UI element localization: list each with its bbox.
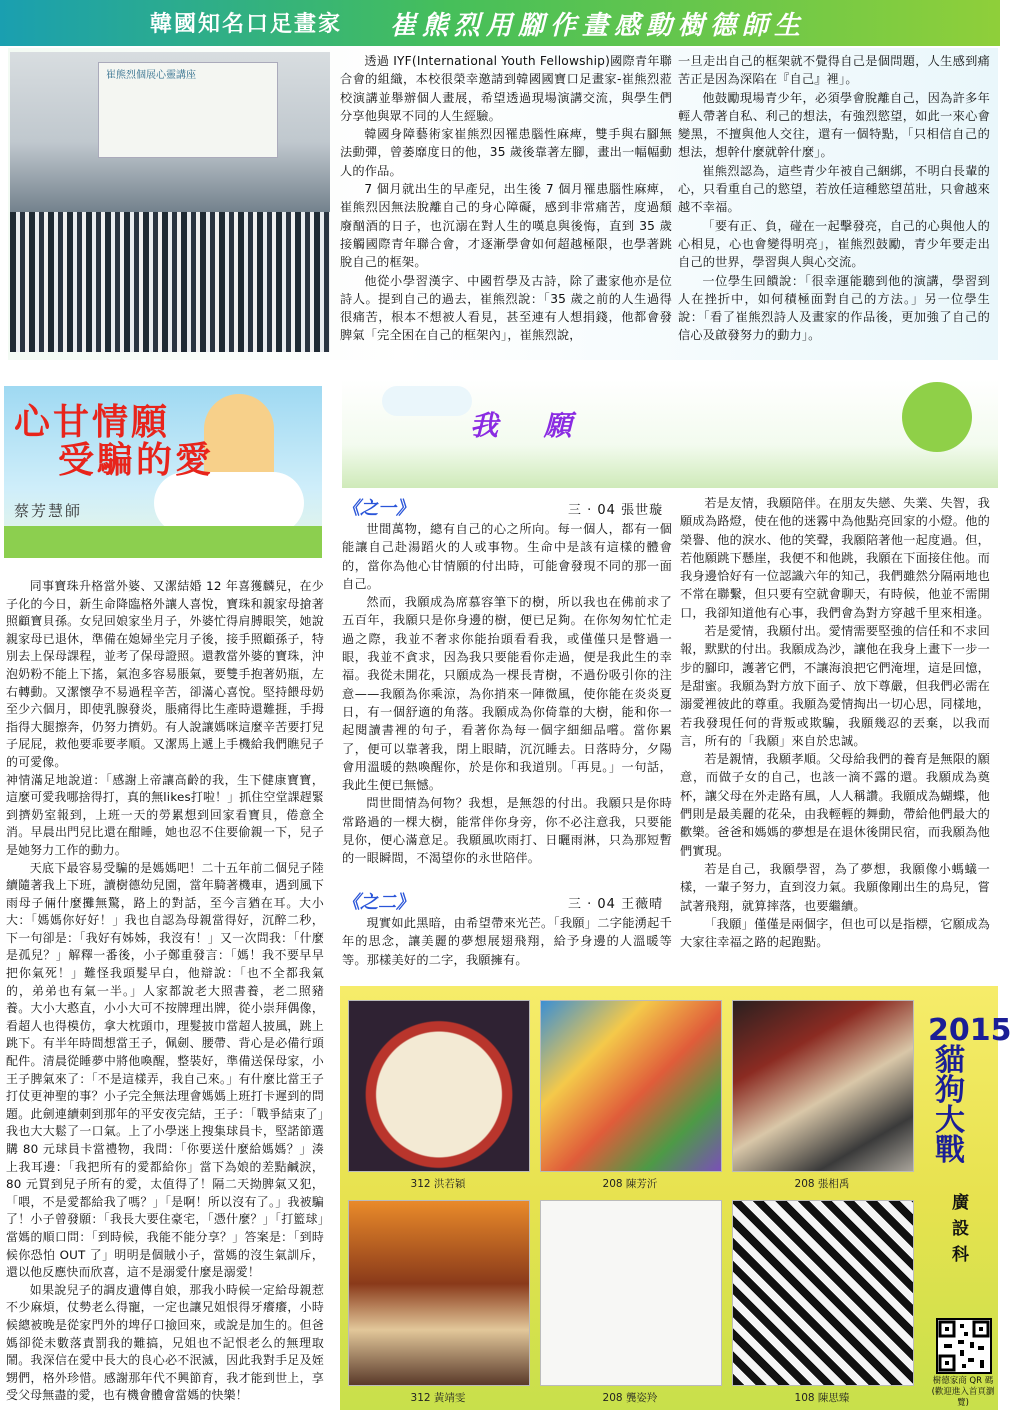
header-title: 崔熊烈用腳作畫感動樹德師生 (390, 11, 807, 41)
audience (10, 212, 330, 352)
gallery-author: 廣設科 (952, 1193, 969, 1265)
artwork-6 (732, 1200, 914, 1386)
love-article-body (6, 578, 324, 1405)
wish-part1-body (342, 520, 672, 868)
girl-illustration (204, 394, 274, 484)
artwork-caption: 208 龔姿羚 (602, 1392, 658, 1404)
artwork-5 (540, 1200, 722, 1386)
paragraph: 問世間情為何物？我想，是無怨的付出。我願只是你時常路過的一棵大樹，能常伴你身旁，你不必注意我，只要能見你，便心滿意足。我願風吹雨打、日曬雨淋，只為那短暫的一眼瞬間，不渴望你的永世陪伴。 (342, 796, 672, 866)
paragraph: 他鼓勵現場青少年，必須學會脫離自己，因為許多年輕人帶著自私、利己的想法，有強烈慾望，如此一來心會變黑，不擅與他人交往，還有一個特點，「只相信自己的想法，想幹什麼就幹什麼」。 (678, 90, 990, 160)
love-title-line2: 受騙的愛 (58, 440, 215, 481)
top-article-col2 (678, 52, 990, 345)
love-title-line1: 心甘情願 (14, 402, 171, 443)
grass (4, 526, 322, 558)
artwork-caption: 312 洪若穎 (410, 1178, 466, 1190)
artwork-1 (348, 1000, 530, 1172)
wish-part2-mark: 《之二》 (342, 892, 414, 913)
paragraph: 一旦走出自己的框架就不覺得自己是個問題，人生感到痛苦正是因為深陷在『自己』裡」。 (678, 54, 990, 87)
paragraph: 韓國身障藝術家崔熊烈因罹患腦性麻痺，雙手與右腳無法動彈，曾萎靡度日的他，35 歲後靠著左腳，畫出一幅幅動人的作品。 (340, 127, 672, 178)
wish-col3-body (680, 494, 990, 951)
cloud-illustration (382, 386, 472, 416)
artwork-caption: 108 陳思臻 (794, 1392, 850, 1404)
photo-banner-text: 崔熊烈個展心靈講座 (106, 70, 196, 81)
wish-part2-author: 三 · 04 王薇晴 (568, 897, 664, 912)
love-author: 蔡芳慧師 (14, 502, 83, 520)
tree-illustration (902, 382, 972, 452)
paragraph: 「我願」僅僅是兩個字，但也可以是指標，它願成為大家往幸福之路的起跑點。 (680, 916, 990, 950)
paragraph: 若是友情，我願陪伴。在朋友失戀、失業、失智，我願成為路燈，使在他的迷霧中為他點亮回家的小燈。他的榮譽、他的淚水、他的笑聲，我願陪著他一起度過。但，若他願跳下懸崖，我便不和他跳，我願在下面接住他。而我身邊恰好有一位認識六年的知己，我們雖然分隔兩地也不常在聯繫，但只要有空就會聊天，有時候，他並不需開口，我卻知道他有心事，我們會為對方穿越千里來相逢。 (680, 496, 990, 620)
paragraph: 然而，我願成為席慕容筆下的樹，所以我也在佛前求了五百年，我願只是你身邊的樹，便已足夠。在你匆匆忙忙走過之際，我並不奢求你能抬頭看看我，或僅僅只是瞥過一眼，我並不貪求，因為我只要能看你走過，便是我此生的幸福。我從未開花，只願成為一棵長青樹，不過份吸引你的注意——我願為你乘涼，為你捎來一陣微風，使你能在炎炎夏日，有一個舒適的角落。我願成為你倚靠的大樹，能和你一起閱讀書裡的句子，看著你為每一個字細細品嚐。當你累了，便可以靠著我，閉上眼睛，沉沉睡去。日落時分，夕陽會用溫暖的熱喚醒你，於是你和我道別。「再見。」一句話，我此生便已無憾。 (342, 595, 672, 793)
artwork-2 (540, 1000, 722, 1172)
paragraph: 「要有正、負，碰在一起擊發亮，自己的心與他人的心相見，心也會變得明亮」，崔熊烈鼓勵，青少年要走出自己的世界，學習與人與心交流。 (678, 218, 990, 270)
lecture-photo (10, 52, 330, 352)
wish-article-header (342, 380, 998, 488)
paragraph: 若是自己，我願學習，為了夢想，我願像小螞蟻一樣，一輩子努力，直到沒力氣。我願像剛出生的鳥兒，嘗試著飛翔，就算摔落，也要繼續。 (680, 861, 990, 913)
paragraph: 天底下最容易受騙的是媽媽吧！二十五年前二個兒子陸續隨著我上下班，讀樹德幼兒園，當年騎著機車，遇到風下雨母子倆什麼攤無驚，路上的對話，至今言猶在耳。大小大：「媽媽你好好！」我也自認為母親當得好，沉醉二秒，下一句卻是：「我好有姊姊，我沒有！」又一次問我：「什麼是孤兒？」解釋一番後，小子鄭重發言：「媽！我不要早早把你氣死！」難怪我頭髮早白，他辯說：「也不全都我氣的，弟弟也有氣一半。」人家都說老大照書養，老二照豬養。大小大憨直，小小大可不按牌理出牌，從小崇拜偶像，看超人也得模仿，拿大枕頭巾，理髮披巾當超人披風，跳上跳下。有半年時間想當王子，佩劍、腰帶、背心是必備行頭配件。清晨從睡夢中將他喚醒，整裝好，準備送保母家，小王子脾氣來了：「不是這樣弄，我自己來。」有什麼比當王子打仗更神聖的事？小子完全無法理會媽媽上班打卡遲到的問題。此劍連續刺到那年的平安夜完結，王子：「戰爭結束了」我也大大鬆了一口氣。上了小學迷上搜集球員卡，堅諾節選購 80 元球員卡當禮物，我問：「你要送什麼給媽媽？」湊上我耳邊：「我把所有的愛都給你」當下為娘的差點鹹淚，80 元買到兒子所有的愛，太值得了！隔二天拗脾氣又犯，「喂，不是愛都給我了嗎？」「是啊！所以沒有了。」我被騙了！小子曾發願：「我長大要住豪宅，「憑什麼？」「打籃球」當媽的順口問：「到時候，我能不能分享？」答案是：「到時候你恐怕 OUT 了」明明是個賊小子，當媽的沒生氣訓斥，還以他反應快而欣喜，這不是溺愛什麼是溺愛！ (6, 860, 324, 1280)
wish-part1-author: 三 · 04 張世璇 (568, 503, 664, 518)
artwork-caption: 208 張相禹 (794, 1178, 850, 1190)
wish-part1-mark: 《之一》 (342, 498, 414, 519)
qr-code-icon[interactable] (936, 1318, 992, 1374)
artwork-4 (348, 1200, 530, 1386)
paragraph: 7 個月就出生的早產兒，出生後 7 個月罹患腦性麻痺，崔熊烈因無法脫離自己的身心障礙，感到非常痛苦，度過頹廢酗酒的日子，也沉溺在對人生的嘆息與後悔，直到 35 歲接觸國際青年聯合會，才逐漸學會如何超越極限，也學著跳脫自己的框架。 (340, 182, 672, 270)
artwork-caption: 208 陳芳沂 (602, 1178, 658, 1190)
qr-pattern (938, 1320, 990, 1372)
top-article-col1 (340, 52, 672, 345)
qr-caption: 樹德家商 QR 碼 (歡迎進入首頁瀏覽) (931, 1376, 995, 1408)
paragraph: 神情滿足地說道：「感謝上帝讓高齡的我，生下健康寶寶，這麼可愛我哪捨得打，真的無likes打啦！」抓住空堂課趕緊到擠奶室報到，上班一天的勞累想到回家看寶貝，倦意全消。早晨出門兒比還在酣睡，她也忍不住要偷親一下，兒子是她努力工作的動力。 (6, 772, 324, 857)
header-banner (0, 0, 1000, 46)
paragraph: 若是愛情，我願付出。愛情需要堅強的信任和不求回報，默默的付出。我願成為沙，讓他在我身上畫下一步一步的腳印，護著它們，不讓海浪把它們淹埋，這是回憶，是甜蜜。我願為對方放下面子、放下尊嚴，但我們必需在溺愛裡彼此的尊重。我願為愛情掏出一切心思，同樣地，若我發現任何的背叛或欺騙，我願幾忍的丟棄，以我而言，所有的「我願」來自於忠誠。 (680, 624, 990, 748)
paragraph: 世間萬物，總有自己的心之所向。每一個人，都有一個能讓自己赴湯蹈火的人或事物。生命中是該有這樣的體會的，當你為他心甘情願的付出時，可能會發現不同的那一面自己。 (342, 522, 672, 591)
paragraph: 崔熊烈認為，這些青少年被自己綑綁，不明白長輩的心，只看重自己的慾望，若放任這種慾望茁壯，只會越來越不幸福。 (678, 163, 990, 215)
paragraph: 同事寶珠升格當外婆、又潔結婚 12 年喜獲麟兒，在少子化的今日，新生命降臨格外讓人喜悅，寶珠和親家母搶著照顧寶貝孫。女兒回娘家坐月子，外婆忙得肩膊眼笑，她說親家母已退休，準備在媳婦坐完月子後，接手照顧孫子，特別去上保母課程，並考了保母證照。還教當外婆的寶珠，沖泡奶粉不能上下搖，氣泡多容易脹氣，要雙手抱著奶瓶，左右轉動。又潔懷孕不易過程辛苦，卻滿心喜悅。堅持餵母奶至少六個月，即使乳腺發炎，脹痛得比生產時還難捱，手拇指得大腿擦奔，仍努力擠奶。有人說讓媽咪這麼辛苦要打兒子屁屁，救他要乖要孝順。又潔馬上遞上手機給我們瞧兒子的可愛像。 (6, 579, 324, 769)
artwork-3 (732, 1000, 914, 1172)
header-subtitle: 韓國知名口足畫家 (150, 12, 343, 37)
paragraph: 一位學生回饋說：「很幸運能聽到他的演講，學習到人在挫折中，如何積極面對自己的方法。」另一位學生說：「看了崔熊烈詩人及畫家的作品後，更加強了自己的信心及啟發努力的動力」。 (678, 273, 990, 343)
artwork-caption: 312 黃靖雯 (410, 1392, 466, 1404)
wish-title: 我 願 (470, 409, 590, 442)
paragraph: 如果說兒子的調皮遺傳自娘，那我小時候一定給母親惹不少麻煩，仗勢老么得寵，一定也讓兄姐恨得牙癢癢，小時候總被晚是從家門外的埤仔口撿回來，或說是加生的。但爸媽卻從未數落責罰我的難搞，兄姐也不記恨老么的無理取鬧。我深信在愛中長大的良心必不泯滅，因此我對手足及姪甥們，格外珍惜。感謝那年代不興節育，我才能到世上，享受父母無盡的愛，也有機會體會當媽的快樂！ (6, 1282, 324, 1403)
gallery-title: 2015貓狗大戰 (928, 1013, 1012, 1168)
paragraph: 若是親情，我願孝順。父母給我們的養育是無限的願意，而做子女的自己，也該一滴不露的還。我願成為奠杯，讓父母在外走路有風，人人稱讚。我願成為蝴蝶，他們則是最美麗的花朵，由我輕輕的舞動，帶給他們最大的歡樂。爸爸和媽媽的夢想是在退休後開民宿，而我願為他們實現。 (680, 752, 990, 858)
paragraph: 現實如此黑暗，由希望帶來光芒。「我願」二字能湧起千年的思念，讓美麗的夢想展翅飛翔，給予身邊的人溫暖等等。那樣美好的二字，我願擁有。 (342, 916, 672, 967)
paragraph: 他從小學習漢字、中國哲學及古詩，除了畫家他亦是位詩人。提到自己的過去，崔熊烈說：「35 歲之前的人生過得很痛苦，根本不想被人看見，甚至連有人想捐錢，他都會發脾氣「完全困在自己的框架內」，崔熊烈說， (340, 273, 672, 343)
paragraph: 透過 IYF(International Youth Fellowship)國際青年聯合會的組織，本校很榮幸邀請到韓國國寶口足畫家-崔熊烈蒞校演講並舉辦個人畫展，希望透過現場演講交流，與學生們分享他與眾不同的人生經驗。 (340, 54, 673, 123)
wish-part2-body (342, 914, 672, 969)
